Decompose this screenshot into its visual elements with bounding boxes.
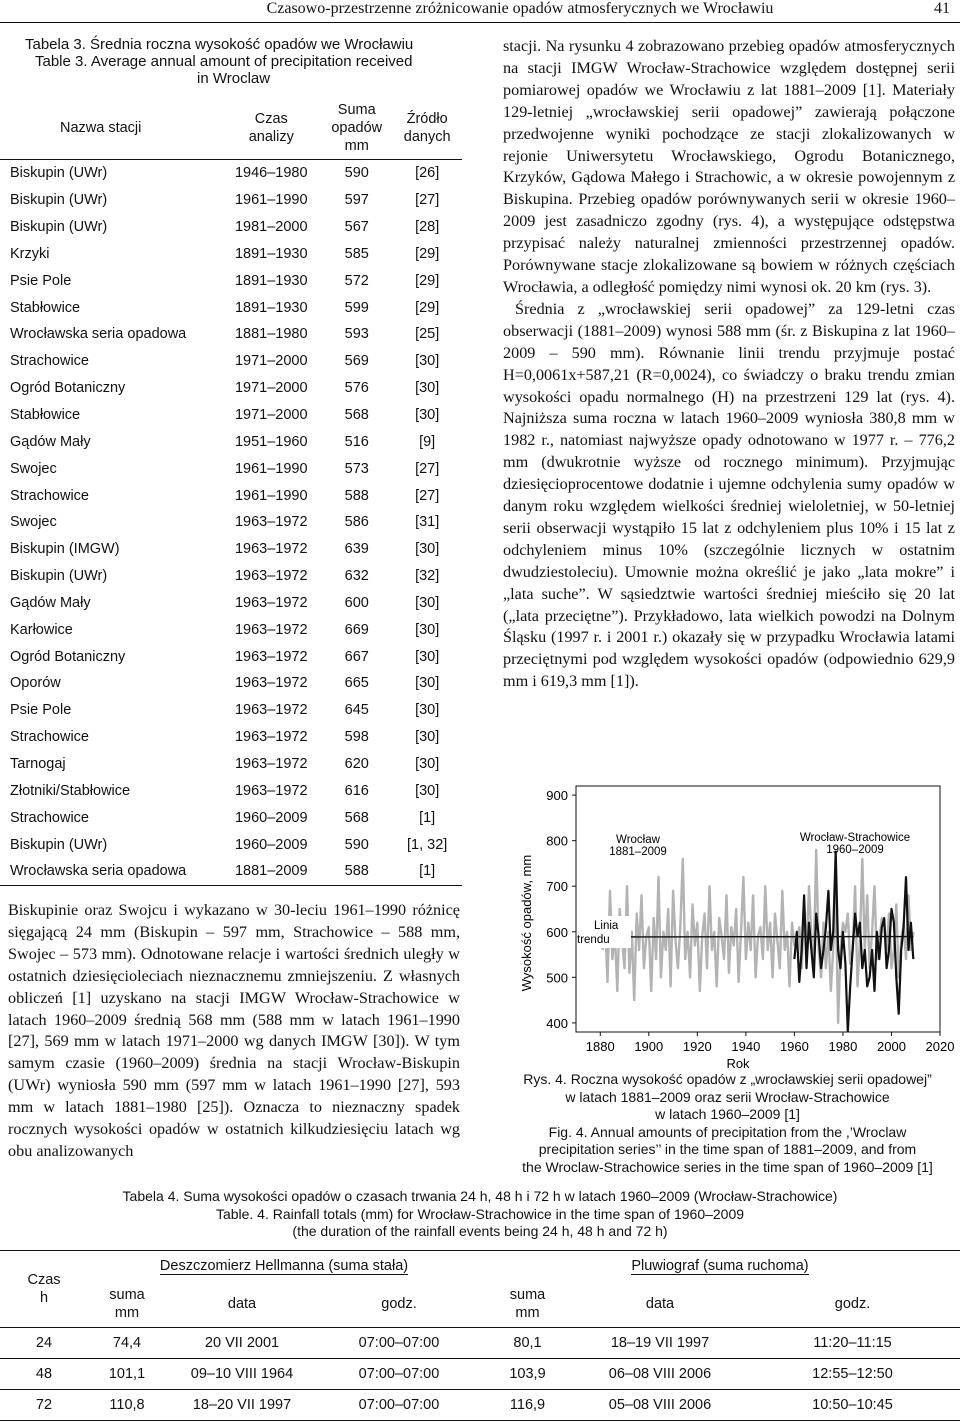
table3-cell-period: 1963–1972 [234, 729, 308, 746]
table4-cell-p-hour: 12:55–12:50 [812, 1366, 893, 1382]
y-axis-label: Wysokość opadów, mm [519, 854, 534, 992]
table4-row [0, 1390, 960, 1421]
table4-caption-en-2: (the duration of the rainfall events being 24 h, 48 h and 72 h) [292, 1223, 668, 1239]
table3-cell-name: Strachowice [10, 487, 89, 504]
table3-cell-period: 1961–1990 [234, 192, 308, 209]
annotation-wroclaw-1: Wrocław [616, 834, 660, 846]
table3-cell-sum: 588 [344, 487, 369, 504]
annotation-strachowice-2: 1960–2009 [826, 844, 884, 856]
y-tick-label: 500 [546, 970, 568, 986]
table3-cell-period: 1960–2009 [234, 836, 308, 853]
table3-row [0, 724, 462, 751]
table3-header-source-1: Źródło [406, 110, 448, 127]
table3 [0, 96, 462, 886]
table4-cell-p-hour: 11:20–11:15 [813, 1335, 892, 1351]
table3-row [0, 831, 462, 858]
table3-header-period-2: analizy [248, 128, 294, 145]
table3-cell-name: Biskupin (UWr) [10, 165, 108, 182]
table3-row [0, 160, 462, 187]
table3-cell-sum: 567 [344, 219, 369, 236]
table3-cell-name: Psie Pole [10, 272, 72, 289]
x-tick-label: 1920 [682, 1039, 712, 1054]
table3-row [0, 616, 462, 643]
table4-group-hellmann-label: Deszczomierz Hellmanna (suma stała) [159, 1258, 409, 1274]
table4-group-pluviograph [480, 1251, 960, 1282]
table3-row [0, 643, 462, 670]
table3-row [0, 536, 462, 563]
table3-row [0, 751, 462, 778]
table3-cell-name: Karłowice [10, 621, 73, 638]
figure-4-chart [500, 780, 955, 1071]
annotation-trend-2: trendu [577, 934, 610, 946]
y-tick-label: 800 [546, 833, 568, 849]
x-tick-label: 1900 [634, 1039, 664, 1054]
table4-cell-h-sum: 110,8 [109, 1397, 145, 1413]
table3-cell-source: [30] [415, 621, 440, 638]
annotation-wroclaw-2: 1881–2009 [609, 846, 667, 858]
table3-header-row [0, 96, 462, 160]
table3-cell-period: 1963–1972 [234, 621, 308, 638]
fig-caption-pl-3: w latach 1960–2009 [1] [655, 1106, 800, 1122]
table3-cell-name: Strachowice [10, 353, 89, 370]
table3-cell-source: [25] [415, 326, 440, 343]
table3-cell-source: [28] [415, 219, 440, 236]
table3-header-period [221, 96, 321, 160]
table3-cell-sum: 620 [344, 755, 369, 772]
table4-header-p-sum-1: suma [509, 1287, 546, 1303]
table3-row [0, 267, 462, 294]
table3-cell-sum: 516 [344, 433, 369, 450]
table3-cell-name: Ogród Botaniczny [10, 648, 126, 665]
table3-cell-source: [30] [415, 380, 440, 397]
table4-header-h-sum-1: suma [109, 1287, 145, 1303]
x-tick-label: 1960 [779, 1039, 809, 1054]
y-tick-label: 700 [546, 879, 568, 895]
table3-row [0, 858, 462, 885]
table3-cell-source: [30] [415, 541, 440, 558]
table4-caption-en-1: Table. 4. Rainfall totals (mm) for Wrocław-Strachowice in the time span of 1960–2009 [215, 1205, 745, 1222]
table3-cell-sum: 645 [344, 702, 369, 719]
table3-row [0, 455, 462, 482]
table3-cell-period: 1971–2000 [234, 380, 308, 397]
table3-cell-sum: 586 [344, 514, 369, 531]
left-column-text [8, 900, 460, 1163]
table4-header-p-sum-2: mm [515, 1305, 540, 1321]
table3-row [0, 670, 462, 697]
table3-cell-sum: 600 [344, 594, 369, 611]
table3-cell-source: [30] [415, 648, 440, 665]
table4-header-h-sum [88, 1281, 166, 1328]
table4-cell-h-hour: 07:00–07:00 [358, 1366, 440, 1382]
table3-cell-period: 1961–1990 [234, 487, 308, 504]
table3-cell-source: [30] [415, 675, 440, 692]
table3-cell-period: 1891–1930 [234, 272, 308, 289]
right-paragraph-1: stacji. Na rysunku 4 zobrazowano przebieg opadów atmosferycznych na stacji IMGW Wrocław-Strachowice względem dostępnej serii pomiarowej opadów we Wrocławiu z lat 1881–2009 [1]. Materiały 129-letniej „wrocławskiej serii opadowej” zawierają połączone przedwojenne wyniki pochodzące ze stacji zlokalizowanych w rejonie Uniwersytetu Wrocławskiego, Ogrodu Botanicznego, Krzyków, Gądowa Małego i Strachowic, a w okresie powojennym z Biskupina. Przebieg opadów porównywanych serii w okresie 1960–2009 jest zasadniczo zgodny (rys. 4), a występujące odstępstwa przypisać należy naturalnej zmienności przestrzennej opadów. Porównywane stacje zlokalizowane są bowiem w różnych częściach Wrocławia, a odległość pomiędzy nimi wynosi ok. 20 km (rys. 3). [503, 37, 955, 296]
table4-header-time [0, 1251, 88, 1328]
right-column-text [503, 36, 955, 693]
table3-cell-period: 1981–2000 [234, 219, 308, 236]
table3-cell-period: 1891–1930 [234, 299, 308, 316]
table3-cell-name: Biskupin (IMGW) [10, 541, 120, 558]
table3-cell-period: 1971–2000 [234, 353, 308, 370]
plot-area [576, 786, 940, 1032]
table3-cell-sum: 599 [344, 299, 369, 316]
table3-cell-sum: 585 [344, 245, 369, 262]
table3-row [0, 428, 462, 455]
table3-row [0, 241, 462, 268]
table4-cell-h: 24 [35, 1335, 53, 1351]
table3-row [0, 348, 462, 375]
table4-cell-p-date: 06–08 VIII 2006 [608, 1366, 712, 1382]
table3-cell-name: Oporów [10, 675, 61, 692]
table3-cell-name: Wrocławska seria opadowa [10, 863, 187, 880]
table4-group-row [0, 1251, 960, 1282]
table4-cell-h: 48 [35, 1366, 53, 1382]
table3-cell-sum: 572 [344, 272, 369, 289]
fig-caption-pl-2: w latach 1881–2009 oraz serii Wrocław-Strachowice [565, 1088, 890, 1105]
table3-cell-sum: 576 [344, 380, 369, 397]
x-tick-label: 2020 [925, 1039, 955, 1054]
table3-cell-source: [30] [415, 702, 440, 719]
right-paragraph-2: Średnia z „wrocławskiej serii opadowej” za 129-letni czas obserwacji (1881–2009) wynosi 588 mm (śr. z Biskupina z lat 1960–2009 – 590 mm). Równanie linii trendu przyjmuje postać H=0,0061x+587,21 (R=0,0024), co świadczy o braku trendu zmian wysokości opadu normalnego (H) na przestrzeni 129 lat (rys. 4). Najniższa suma roczna w latach 1960–2009 wyniosła 380,8 mm w 1982 r., natomiast najwyższe opady odnotowano w 1977 r. – 776,2 mm (dwukrotnie wyższe od rocznego minimum). Przyjmując dziesięcioprocentowe dodatnie i ujemne odchylenia sumy opadów w danym roku względem wielkości średniej wieloletniej, w 50-letniej serii obserwacji wystąpiło 15 lat z odchyleniem plus 10% i 15 lat z odchyleniem minus 10% (szczególnie licznych w ostatnim dwudziestoleciu). Umownie można określić je jako „lata mokre” i „lata suche”. W sąsiedztwie wartości średniej mieściło się 20 lat („lata przeciętne”). Przykładowo, lata wielkich powodzi na Dolnym Śląsku (1997 r. i 2001 r.) okazały się w przypadku Wrocławia latami przeciętnymi pod względem wysokości opadów (odpowiednio 629,9 mm i 619,3 mm [1]). [503, 299, 955, 691]
table3-row [0, 563, 462, 590]
table3-cell-name: Ogród Botaniczny [10, 380, 126, 397]
table4 [0, 1250, 960, 1421]
table3-cell-source: [26] [415, 165, 440, 182]
table4-cell-h-sum: 74,4 [112, 1335, 142, 1351]
table3-cell-name: Strachowice [10, 809, 89, 826]
table4-header-time-1: Czas [27, 1272, 61, 1288]
table3-cell-source: [30] [415, 729, 440, 746]
table3-cell-period: 1971–2000 [234, 407, 308, 424]
table3-cell-period: 1963–1972 [234, 675, 308, 692]
table4-row [0, 1359, 960, 1390]
table3-cell-name: Biskupin (UWr) [10, 568, 108, 585]
table3-cell-sum: 632 [344, 568, 369, 585]
table3-cell-sum: 590 [344, 165, 369, 182]
table4-cell-h-date: 09–10 VIII 1964 [190, 1366, 294, 1382]
table3-cell-period: 1963–1972 [234, 702, 308, 719]
table3-cell-source: [29] [415, 272, 440, 289]
table3-cell-source: [27] [415, 487, 440, 504]
table3-cell-sum: 569 [344, 353, 369, 370]
running-title: Czasowo-przestrzenne zróżnicowanie opadów atmosferycznych we Wrocławiu [266, 0, 774, 17]
table3-header-sum-1: Suma [337, 101, 376, 118]
table3-cell-name: Krzyki [10, 245, 50, 262]
table3-cell-source: [1] [419, 809, 436, 826]
table3-cell-period: 1891–1930 [234, 245, 308, 262]
table4-caption [0, 1188, 960, 1241]
table3-header-source [392, 96, 462, 160]
table3-cell-name: Swojec [10, 460, 57, 477]
table4-caption-pl: Tabela 4. Suma wysokości opadów o czasach trwania 24 h, 48 h i 72 h w latach 1960–2009 (Wrocław-Strachowice) [122, 1188, 838, 1204]
table3-cell-source: [30] [415, 353, 440, 370]
table4-cell-p-sum: 116,9 [509, 1397, 546, 1413]
table4-cell-p-hour: 10:50–10:45 [812, 1397, 893, 1413]
table3-cell-period: 1963–1972 [234, 782, 308, 799]
table4-group-hellmann [88, 1251, 480, 1282]
table3-row [0, 294, 462, 321]
table3-cell-name: Swojec [10, 514, 57, 531]
table3-row [0, 482, 462, 509]
y-tick-label: 400 [546, 1015, 568, 1031]
table3-cell-name: Złotniki/Stabłowice [10, 782, 131, 799]
table3-caption-pl: Tabela 3. Średnia roczna wysokość opadów we Wrocławiu [25, 36, 414, 53]
table3-cell-period: 1963–1972 [234, 594, 308, 611]
table3-cell-period: 1881–2009 [234, 863, 308, 880]
table4-cell-h-hour: 07:00–07:00 [358, 1335, 440, 1351]
table3-cell-sum: 588 [344, 863, 369, 880]
table4-cell-p-date: 05–08 VIII 2006 [608, 1397, 712, 1413]
fig-caption-en-1: Fig. 4. Annual amounts of precipitation from the ,’Wroclaw [548, 1123, 907, 1140]
fig-caption-pl-1: Rys. 4. Roczna wysokość opadów z „wrocławskiej serii opadowej” [523, 1071, 932, 1087]
table3-header-sum-3: mm [344, 137, 369, 154]
table4-cell-h: 72 [35, 1397, 53, 1413]
table3-cell-sum: 590 [344, 836, 369, 853]
table4-subheader-row [0, 1281, 960, 1328]
table3-header-name: Nazwa stacji [59, 119, 142, 136]
table3-cell-source: [27] [415, 192, 440, 209]
table3-row [0, 804, 462, 831]
table3-cell-period: 1963–1972 [234, 514, 308, 531]
x-tick-label: 1880 [585, 1039, 615, 1054]
table4-header-h-date: data [227, 1296, 257, 1312]
table3-cell-period: 1963–1972 [234, 541, 308, 558]
table3-row [0, 697, 462, 724]
y-tick-label: 900 [546, 788, 568, 804]
table3-cell-source: [27] [415, 460, 440, 477]
table3-cell-source: [30] [415, 407, 440, 424]
table4-header-p-sum [480, 1281, 575, 1328]
table3-cell-sum: 593 [344, 326, 369, 343]
table3-header-source-2: danych [403, 128, 451, 145]
table3-cell-period: 1961–1990 [234, 460, 308, 477]
table3-cell-sum: 667 [344, 648, 369, 665]
table3-cell-name: Gądów Mały [10, 433, 91, 450]
table4-cell-h-date: 18–20 VII 1997 [192, 1397, 292, 1413]
table3-cell-sum: 598 [344, 729, 369, 746]
x-tick-label: 1940 [731, 1039, 761, 1054]
table4-cell-h-hour: 07:00–07:00 [358, 1397, 440, 1413]
table3-cell-source: [29] [415, 245, 440, 262]
y-tick-label: 600 [546, 924, 568, 940]
table3-row [0, 375, 462, 402]
table3-row [0, 402, 462, 429]
table3-body [0, 160, 462, 886]
figure4-caption [495, 1071, 960, 1176]
table3-cell-name: Stabłowice [10, 299, 81, 316]
table3-row [0, 187, 462, 214]
table3-row [0, 214, 462, 241]
table3-cell-period: 1963–1972 [234, 568, 308, 585]
table3-cell-period: 1946–1980 [234, 165, 308, 182]
table3-cell-period: 1951–1960 [234, 433, 308, 450]
annotation-trend-1: Linia [594, 920, 619, 932]
table3-caption-en-2: in Wroclaw [197, 70, 271, 87]
table3-cell-source: [32] [415, 568, 440, 585]
table3-row [0, 777, 462, 804]
table3-cell-period: 1881–1980 [234, 326, 308, 343]
table3-cell-name: Strachowice [10, 729, 89, 746]
table3-cell-name: Stabłowice [10, 407, 81, 424]
table3-cell-name: Psie Pole [10, 702, 72, 719]
table3-cell-source: [1, 32] [407, 836, 448, 853]
x-axis-label: Rok [726, 1056, 750, 1071]
table4-group-pluviograph-label: Pluwiograf (suma ruchoma) [631, 1258, 809, 1274]
table3-header-period-1: Czas [254, 110, 288, 127]
table3-cell-name: Biskupin (UWr) [10, 836, 108, 853]
table4-cell-p-date: 18–19 VII 1997 [610, 1335, 710, 1351]
table3-cell-period: 1963–1972 [234, 755, 308, 772]
table3-cell-source: [31] [415, 514, 440, 531]
table3-cell-source: [30] [415, 594, 440, 611]
table3-cell-period: 1960–2009 [234, 809, 308, 826]
table3-cell-sum: 665 [344, 675, 369, 692]
table4-header-time-2: h [39, 1290, 49, 1306]
table3-cell-sum: 573 [344, 460, 369, 477]
table3-cell-period: 1963–1972 [234, 648, 308, 665]
table3-cell-name: Biskupin (UWr) [10, 219, 108, 236]
table4-cell-h-sum: 101,1 [108, 1366, 146, 1382]
table4-header-h-sum-2: mm [114, 1305, 140, 1321]
table4-header-p-hour: godz. [834, 1296, 871, 1312]
table3-cell-sum: 639 [344, 541, 369, 558]
header-rule [0, 22, 960, 23]
table3-cell-sum: 568 [344, 809, 369, 826]
fig-caption-en-3: the Wroclaw-Strachowice series in the time span of 1960–2009 [1] [522, 1158, 933, 1175]
table4-cell-p-sum: 80,1 [513, 1335, 542, 1351]
table3-row [0, 590, 462, 617]
table4-body [0, 1328, 960, 1421]
table3-caption [25, 36, 465, 87]
table4-header-h-hour: godz. [381, 1296, 417, 1312]
table3-header-sum-2: opadów [331, 119, 383, 136]
table3-cell-name: Biskupin (UWr) [10, 192, 108, 209]
table3-cell-source: [9] [419, 433, 436, 450]
table3-cell-source: [30] [415, 755, 440, 772]
table3-row [0, 321, 462, 348]
left-paragraph: Biskupinie oraz Swojcu i wykazano w 30-leciu 1961–1990 różnicę sięgającą 24 mm (Biskupin – 597 mm, Strachowice – 588 mm, Swojec – 573 mm). Odnotowane relacje i wartości średnich uległy w ostatnich dziesięcioleciach nieznacznemu zmniejszeniu. Z własnych obliczeń [1] uzyskano na stacji IMGW Wrocław-Strachowice w latach 1960–2009 średnią 568 mm (588 mm w latach 1961–1990 [27], 569 mm w latach 1971–2000 wg danych IMGW [30]). W tym samym czasie (1960–2009) średnia na stacji Wrocław-Biskupin (UWr) wyniosła 590 mm (597 mm w latach 1961–1990 [27], 593 mm w latach 1881–1980 [25]). Oznacza to nieznaczny spadek rocznych wysokości opadów w ostatnich kilkudziesięciu latach wg obu analizowanych [8, 901, 460, 1160]
table3-cell-name: Gądów Mały [10, 594, 91, 611]
table3-cell-source: [1] [419, 863, 436, 880]
page-number: 41 [934, 0, 950, 17]
table4-header-p-date: data [645, 1296, 675, 1312]
table4-cell-h-date: 20 VII 2001 [204, 1335, 280, 1351]
annotation-strachowice-1: Wrocław-Strachowice [799, 832, 911, 844]
table3-header-sum [321, 96, 392, 160]
table3-cell-name: Wrocławska seria opadowa [10, 326, 187, 343]
table3-caption-en: Table 3. Average annual amount of precipitation received [35, 53, 413, 70]
table3-row [0, 509, 462, 536]
x-tick-label: 2000 [877, 1039, 906, 1054]
table3-cell-sum: 568 [344, 407, 369, 424]
table3-cell-sum: 597 [344, 192, 369, 209]
table3-cell-sum: 669 [344, 621, 369, 638]
table3-cell-sum: 616 [344, 782, 369, 799]
table3-cell-name: Tarnogaj [10, 755, 66, 772]
table4-cell-p-sum: 103,9 [509, 1366, 546, 1382]
x-tick-label: 1980 [828, 1039, 858, 1054]
fig-caption-en-2: precipitation series’’ in the time span of 1881–2009, and from [538, 1141, 917, 1157]
table3-cell-source: [29] [415, 299, 440, 316]
table4-row [0, 1328, 960, 1359]
table3-cell-source: [30] [415, 782, 440, 799]
